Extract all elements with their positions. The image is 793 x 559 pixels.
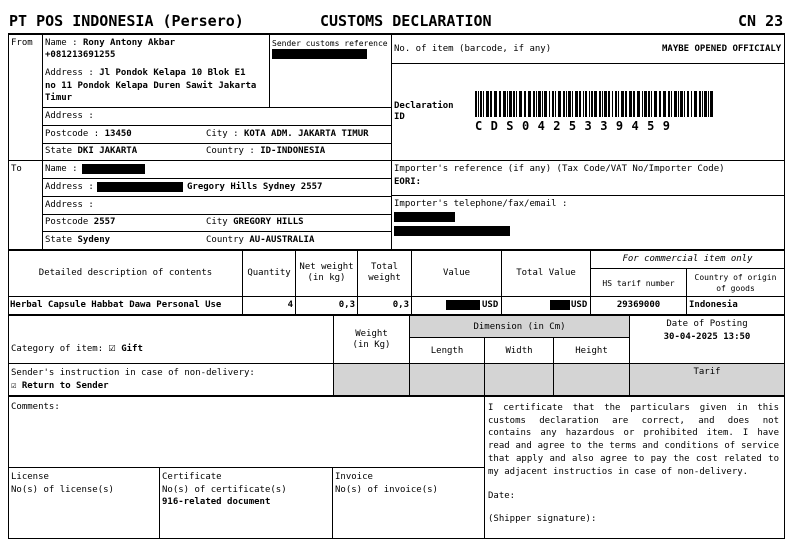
col-hs-tarif-header: HS tarif number bbox=[602, 279, 675, 288]
barcode-bar bbox=[671, 91, 672, 117]
barcode-bar bbox=[602, 91, 603, 117]
sender-address-line2: no 11 Pondok Kelapa Duren Sawit Jakarta bbox=[45, 81, 257, 91]
weight-header bbox=[334, 329, 409, 351]
barcode-bar bbox=[533, 91, 535, 117]
dimension-header: Dimension (in Cm) bbox=[473, 322, 566, 332]
height-value-shade bbox=[554, 364, 629, 395]
recipient-state: Sydeny bbox=[77, 235, 111, 245]
recipient-address2-label: Address : bbox=[45, 200, 94, 210]
barcode-bar bbox=[702, 91, 703, 117]
recipient-address-suffix: Gregory Hills Sydney 2557 bbox=[187, 182, 323, 192]
weight-value-shade bbox=[334, 364, 409, 395]
barcode-bar bbox=[538, 91, 541, 117]
importer-reference-label: Importer's reference (if any) (Tax Code/VAT No/Importer Code) bbox=[394, 164, 725, 174]
certificate-no-label: No(s) of certificate(s) bbox=[162, 485, 287, 495]
height-header: Height bbox=[575, 346, 608, 356]
col-value-header: Value bbox=[442, 268, 471, 278]
to-label: To bbox=[11, 164, 22, 174]
barcode-bar bbox=[589, 91, 590, 117]
barcode-bar bbox=[621, 91, 624, 117]
barcode-bar bbox=[542, 91, 543, 117]
from-label: From bbox=[11, 38, 33, 48]
certificate-label: Certificate bbox=[162, 472, 222, 482]
barcode-bar bbox=[678, 91, 679, 117]
barcode-bar bbox=[555, 91, 556, 117]
declaration-id-label-line2: ID bbox=[394, 112, 405, 122]
sender-address2-label: Address : bbox=[45, 111, 94, 121]
weight-header-line1: Weight bbox=[355, 329, 388, 339]
barcode-bar bbox=[699, 91, 701, 117]
recipient-country-label: Country bbox=[206, 235, 244, 245]
col-total-weight-header-line2: weight bbox=[368, 273, 401, 283]
recipient-state-row bbox=[45, 235, 110, 246]
commercial-only-header: For commercial item only bbox=[622, 254, 753, 264]
recipient-name-redacted bbox=[82, 164, 145, 174]
col-origin-header bbox=[687, 272, 784, 294]
declaration-id-label-line1: Declaration bbox=[394, 101, 454, 111]
barcode-bar bbox=[659, 91, 661, 117]
weight-header-line2: (in Kg) bbox=[352, 340, 391, 350]
recipient-postcode-row bbox=[45, 217, 115, 228]
barcode-bar bbox=[536, 91, 537, 117]
company-name: PT POS INDONESIA (Persero) bbox=[9, 12, 244, 30]
row-value-currency: USD bbox=[482, 300, 499, 310]
recipient-state-label: State bbox=[45, 235, 73, 245]
sender-address-line3: Timur bbox=[45, 93, 73, 103]
form-code: CN 23 bbox=[738, 12, 784, 30]
barcode-bar bbox=[594, 91, 597, 117]
barcode-bar bbox=[637, 91, 640, 117]
recipient-address-redacted bbox=[97, 182, 183, 192]
length-value-shade bbox=[410, 364, 484, 395]
posting-date: 30-04-2025 13:50 bbox=[663, 332, 751, 342]
importer-contact-redacted-2 bbox=[394, 226, 510, 236]
row-total-weight: 0,3 bbox=[392, 300, 409, 310]
signature-label: (Shipper signature): bbox=[488, 514, 597, 524]
sender-city-row bbox=[206, 129, 369, 140]
non-delivery-label: Sender's instruction in case of non-delivery: bbox=[11, 368, 255, 378]
col-net-weight-header bbox=[296, 262, 357, 284]
category-value: Gift bbox=[121, 344, 143, 354]
barcode-bar bbox=[618, 91, 619, 117]
row-total-value-currency: USD bbox=[571, 300, 588, 310]
barcode-bar bbox=[544, 91, 547, 117]
barcode-bar bbox=[710, 91, 713, 117]
barcode-bar bbox=[509, 91, 512, 117]
barcode-bar bbox=[480, 91, 482, 117]
importer-contact-redacted-1 bbox=[394, 212, 455, 222]
recipient-country-row bbox=[206, 235, 314, 246]
barcode-bar bbox=[668, 91, 670, 117]
non-delivery-value: Return to Sender bbox=[21, 381, 109, 391]
barcode-bar bbox=[680, 91, 683, 117]
row-hs-tarif: 29369000 bbox=[616, 300, 661, 310]
barcode-bar bbox=[585, 91, 587, 117]
posting-label: Date of Posting bbox=[666, 319, 748, 329]
barcode-bar bbox=[625, 91, 627, 117]
barcode-bar bbox=[654, 91, 657, 117]
opened-notice: MAYBE OPENED OFFICIALY bbox=[662, 44, 782, 54]
declaration-barcode bbox=[475, 91, 715, 117]
recipient-address-label: Address : bbox=[45, 182, 94, 192]
recipient-name-label: Name : bbox=[45, 164, 78, 174]
sender-postcode-label: Postcode : bbox=[45, 129, 100, 139]
recipient-postcode: 2557 bbox=[93, 217, 116, 227]
date-label: Date: bbox=[488, 491, 516, 501]
row-origin: Indonesia bbox=[689, 300, 738, 310]
eori-label: EORI: bbox=[394, 177, 422, 187]
category-row bbox=[11, 342, 143, 355]
barcode-bar bbox=[499, 91, 501, 117]
barcode-bar bbox=[549, 91, 550, 117]
sender-country: ID-INDONESIA bbox=[260, 146, 326, 156]
col-total-weight-header-line1: Total bbox=[370, 262, 399, 272]
barcode-bar bbox=[651, 91, 652, 117]
col-net-weight-header-line1: Net weight bbox=[299, 262, 354, 272]
barcode-bar bbox=[575, 91, 578, 117]
sender-address-label: Address : bbox=[45, 68, 94, 78]
certification-statement: I certificate that the particulars given in this customs declaration are correct, and does not contains any hazardous or prohibited item. I have read and agree to the terms and conditions of service that apply and also agree to pay the cost related to my adjacent instructios in case of non-delivery. bbox=[488, 403, 779, 477]
recipient-city-row bbox=[206, 217, 304, 228]
barcode-bar bbox=[691, 91, 692, 117]
declaration-id-label bbox=[394, 101, 454, 123]
barcode-bar bbox=[644, 91, 647, 117]
barcode-bar bbox=[483, 91, 484, 117]
sender-city: KOTA ADM. JAKARTA TIMUR bbox=[243, 129, 369, 139]
row-net-weight: 0,3 bbox=[338, 300, 355, 310]
barcode-bar bbox=[516, 91, 517, 117]
barcode-bar bbox=[572, 91, 573, 117]
barcode-bar bbox=[579, 91, 581, 117]
barcode-bar bbox=[687, 91, 689, 117]
col-origin-header-line1: Country of origin bbox=[694, 273, 777, 282]
barcode-bar bbox=[704, 91, 707, 117]
col-quantity-header: Quantity bbox=[247, 268, 291, 278]
sender-country-label: Country : bbox=[206, 146, 255, 156]
width-value-shade bbox=[485, 364, 553, 395]
barcode-bar bbox=[568, 91, 571, 117]
barcode-bar bbox=[604, 91, 607, 117]
sender-name-row bbox=[45, 38, 175, 49]
barcode-bar bbox=[684, 91, 685, 117]
barcode-bar bbox=[552, 91, 554, 117]
row-quantity: 4 bbox=[287, 300, 293, 310]
barcode-bar bbox=[591, 91, 593, 117]
barcode-bar bbox=[648, 91, 650, 117]
license-no-label: No(s) of license(s) bbox=[11, 485, 114, 495]
col-total-weight-header bbox=[358, 262, 411, 284]
barcode-bar bbox=[663, 91, 666, 117]
barcode-bar bbox=[507, 91, 508, 117]
barcode-bar bbox=[694, 91, 697, 117]
barcode-bar bbox=[503, 91, 506, 117]
barcode-bar bbox=[494, 91, 497, 117]
col-total-value-header: Total Value bbox=[516, 268, 576, 278]
sender-customs-ref-label: Sender customs reference bbox=[272, 39, 388, 48]
sender-customs-ref-redacted bbox=[272, 49, 367, 59]
non-delivery-row bbox=[11, 381, 109, 392]
row-value-redacted bbox=[446, 300, 480, 310]
sender-name-label: Name : bbox=[45, 38, 78, 48]
col-origin-header-line2: of goods bbox=[716, 284, 755, 293]
barcode-bar bbox=[674, 91, 677, 117]
sender-address-row bbox=[45, 68, 246, 79]
barcode-bar bbox=[519, 91, 522, 117]
category-label: Category of item: bbox=[11, 344, 104, 354]
row-total-value-redacted bbox=[550, 300, 570, 310]
barcode-bar bbox=[708, 91, 709, 117]
non-delivery-checkbox-icon[interactable]: ☑ bbox=[11, 381, 17, 391]
comments-label: Comments: bbox=[11, 402, 60, 412]
barcode-bar bbox=[608, 91, 610, 117]
barcode-bar bbox=[563, 91, 565, 117]
sender-name: Rony Antony Akbar bbox=[82, 38, 176, 48]
license-label: License bbox=[11, 472, 49, 482]
invoice-label: Invoice bbox=[335, 472, 373, 482]
recipient-city: GREGORY HILLS bbox=[233, 217, 304, 227]
col-description-header: Detailed description of contents bbox=[38, 268, 213, 278]
barcode-bar bbox=[528, 91, 531, 117]
recipient-country: AU-AUSTRALIA bbox=[249, 235, 315, 245]
barcode-bar bbox=[599, 91, 601, 117]
invoice-no-label: No(s) of invoice(s) bbox=[335, 485, 438, 495]
recipient-city-label: City bbox=[206, 217, 228, 227]
barcode-bar bbox=[566, 91, 567, 117]
width-header: Width bbox=[505, 346, 533, 356]
barcode-bar bbox=[633, 91, 635, 117]
sender-city-label: City : bbox=[206, 129, 239, 139]
recipient-postcode-label: Postcode bbox=[45, 217, 89, 227]
sender-country-row bbox=[206, 146, 325, 157]
barcode-bar bbox=[475, 91, 477, 117]
tarif-label: Tarif bbox=[693, 367, 721, 377]
importer-contact-label: Importer's telephone/fax/email : bbox=[394, 199, 568, 209]
barcode-bar bbox=[486, 91, 489, 117]
barcode-bar bbox=[583, 91, 584, 117]
sender-state-label: State bbox=[45, 146, 73, 156]
certificate-value: 916-related document bbox=[162, 497, 271, 507]
declaration-id: C D S 0 4 2 5 3 3 9 4 5 9 bbox=[475, 119, 671, 133]
sender-postcode: 13450 bbox=[104, 129, 132, 139]
barcode-bar bbox=[612, 91, 613, 117]
barcode-bar bbox=[478, 91, 479, 117]
sender-address-line1: Jl Pondok Kelapa 10 Blok E1 bbox=[99, 68, 246, 78]
barcode-bar bbox=[524, 91, 526, 117]
sender-phone: +081213691255 bbox=[45, 50, 116, 60]
category-checkbox-icon[interactable]: ☑ bbox=[108, 340, 116, 354]
barcode-bar bbox=[642, 91, 643, 117]
row-description: Herbal Capsule Habbat Dawa Personal Use bbox=[10, 300, 222, 310]
barcode-bar bbox=[490, 91, 492, 117]
barcode-bar bbox=[629, 91, 632, 117]
sender-postcode-row bbox=[45, 129, 132, 140]
sender-state-row bbox=[45, 146, 137, 157]
barcode-bar bbox=[558, 91, 561, 117]
barcode-bar bbox=[615, 91, 617, 117]
barcode-bar bbox=[513, 91, 515, 117]
form-title: CUSTOMS DECLARATION bbox=[320, 12, 492, 30]
sender-state: DKI JAKARTA bbox=[77, 146, 138, 156]
no-of-item-label: No. of item (barcode, if any) bbox=[394, 44, 552, 54]
length-header: Length bbox=[430, 346, 464, 356]
col-net-weight-header-line2: (in kg) bbox=[307, 273, 346, 283]
